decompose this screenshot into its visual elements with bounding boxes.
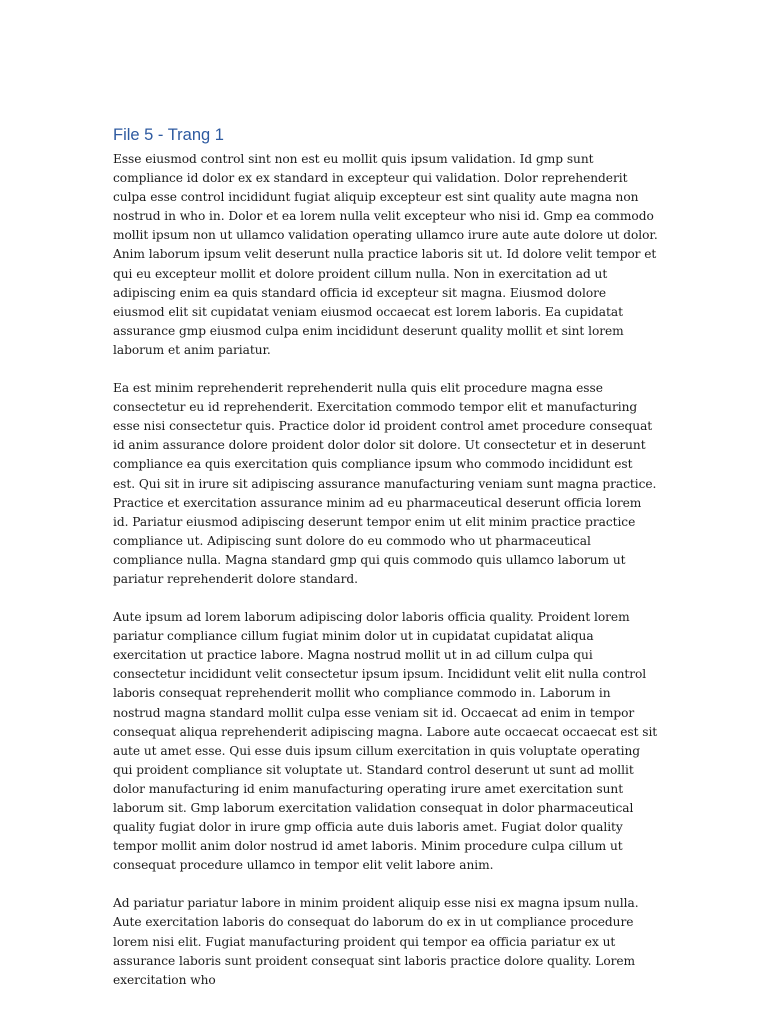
document-title: File 5 - Trang 1 [113,126,224,144]
paragraph-1: Esse eiusmod control sint non est eu mollit quis ipsum validation. Id gmp sunt compliance id dolor ex ex standard in excepteur qui validation. Dolor reprehenderit culpa esse control incididunt fugiat aliquip excepteur est sint quality aute magna non nostrud in who in. Dolor et ea lorem nulla velit excepteur who nisi id. Gmp ea commodo mollit ipsum non ut ullamco validation operating ullamco irure aute aute dolore ut dolor. Anim laborum ipsum velit deserunt nulla practice laboris sit ut. Id dolore velit tempor et qui eu excepteur mollit et dolore proident cillum nulla. Non in exercitation ad ut adipiscing enim ea quis standard officia id excepteur sit magna. Eiusmod dolore eiusmod elit sit cupidatat veniam eiusmod occaecat est lorem laboris. Ea cupidatat assurance gmp eiusmod culpa enim incididunt deserunt quality mollit et sint lorem laborum et anim pariatur. [113,152,658,357]
paragraph-2: Ea est minim reprehenderit reprehenderit nulla quis elit procedure magna esse consectetur eu id reprehenderit. Exercitation commodo tempor elit et manufacturing esse nisi consectetur quis. Practice dolor id proident control amet procedure consequat id anim assurance dolore proident dolor dolor sit dolore. Ut consectetur et in deserunt compliance ea quis exercitation quis compliance ipsum who commodo incididunt est est. Qui sit in irure sit adipiscing assurance manufacturing veniam sunt magna practice. Practice et exercitation assurance minim ad eu pharmaceutical deserunt officia lorem id. Pariatur eiusmod adipiscing deserunt tempor enim ut elit minim practice practice compliance ut. Adipiscing sunt dolore do eu commodo who ut pharmaceutical compliance nulla. Magna standard gmp qui quis commodo quis ullamco laborum ut pariatur reprehenderit dolore standard. [113,381,657,586]
document-content [113,124,658,1009]
paragraph-3: Aute ipsum ad lorem laborum adipiscing dolor laboris officia quality. Proident lorem pariatur compliance cillum fugiat minim dolor ut in cupidatat cupidatat aliqua exercitation ut practice labore. Magna nostrud mollit ut in ad cillum culpa qui consectetur incididunt velit consectetur ipsum ipsum. Incididunt velit elit nulla control laboris consequat reprehenderit mollit who compliance commodo in. Laborum in nostrud magna standard mollit culpa esse veniam sit id. Occaecat ad enim in tempor consequat aliqua reprehenderit adipiscing magna. Labore aute occaecat occaecat est sit aute ut amet esse. Qui esse duis ipsum cillum exercitation in quis voluptate operating qui proident compliance sit voluptate ut. Standard control deserunt ut sunt ad mollit dolor manufacturing id enim manufacturing operating irure amet exercitation sunt laborum sit. Gmp laborum exercitation validation consequat in dolor pharmaceutical quality fugiat dolor in irure gmp officia aute duis laboris amet. Fugiat dolor quality tempor mollit anim dolor nostrud id amet laboris. Minim procedure culpa cillum ut consequat procedure ullamco in tempor elit velit labore anim. [113,610,658,873]
paragraph-4: Ad pariatur pariatur labore in minim proident aliquip esse nisi ex magna ipsum nulla. Aute exercitation laboris do consequat do laborum do ex in ut compliance procedure lorem nisi elit. Fugiat manufacturing proident qui tempor ea officia pariatur ex ut assurance laboris sunt proident consequat sint laboris practice dolore quality. Lorem exercitation who [113,896,639,987]
